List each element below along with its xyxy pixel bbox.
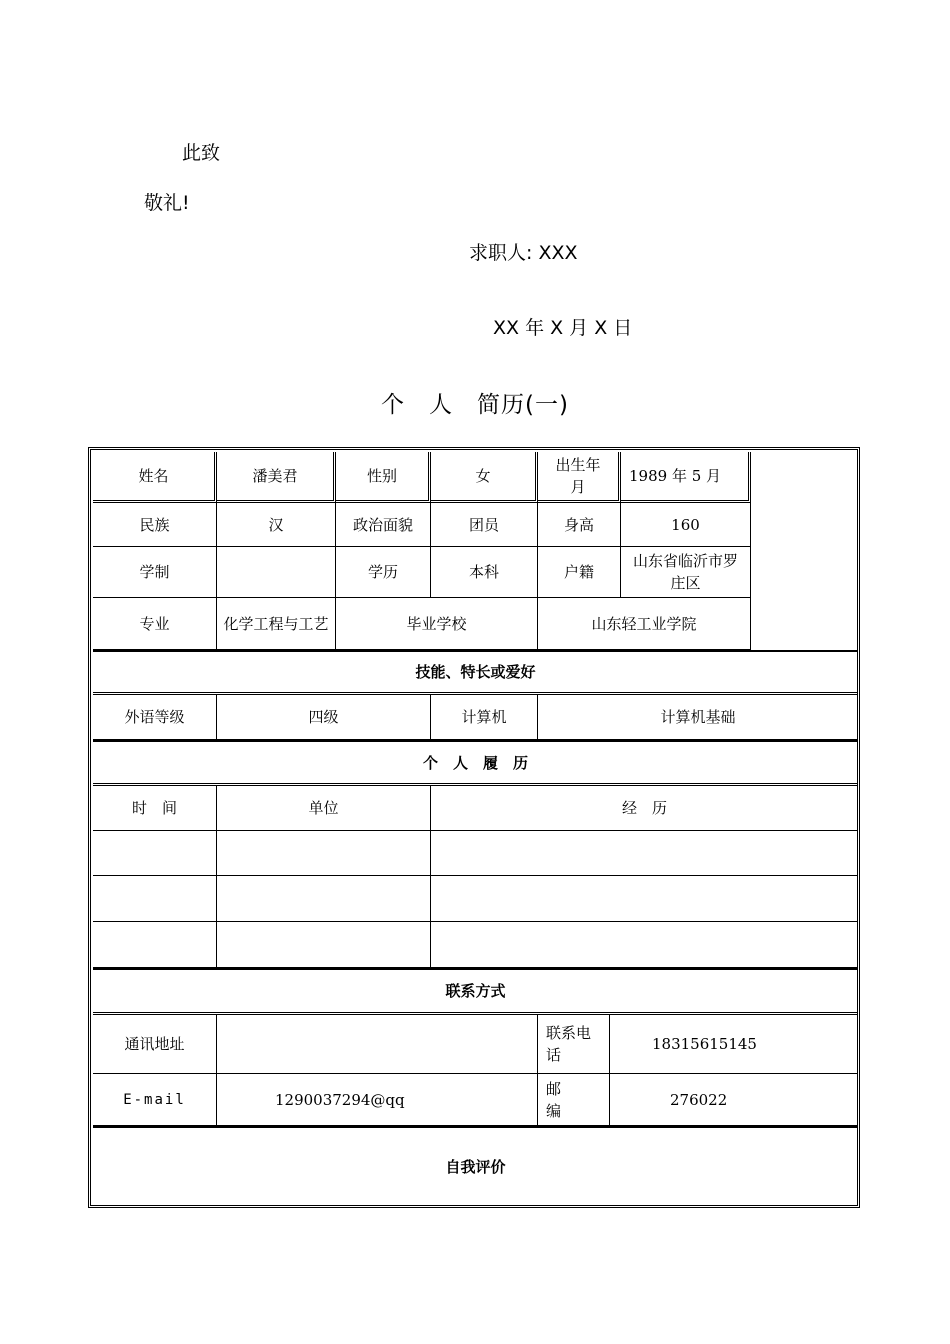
- schooling-label: 学制: [93, 547, 217, 598]
- hukou-label: 户籍: [538, 547, 621, 598]
- height-value: 160: [621, 503, 751, 547]
- address-label: 通讯地址: [93, 1015, 217, 1074]
- signature: 求职人: XXX: [469, 242, 578, 264]
- language-value: 四级: [217, 695, 431, 740]
- name-value: 潘美君: [217, 452, 336, 503]
- email-value: 1290037294@qq: [217, 1074, 538, 1126]
- computer-label: 计算机: [431, 695, 538, 740]
- email-label: E-mail: [93, 1074, 217, 1126]
- self-eval-header: 自我评价: [93, 1126, 858, 1206]
- major-label: 专业: [93, 598, 217, 650]
- education-value: 本科: [431, 547, 538, 598]
- hukou-value: 山东省临沂市罗庄区: [621, 547, 751, 598]
- height-label: 身高: [538, 503, 621, 547]
- closing-line-1: 此致: [182, 142, 221, 164]
- history-row-1-time: [93, 831, 217, 876]
- school-label: 毕业学校: [336, 598, 538, 650]
- history-row-1-unit: [217, 831, 431, 876]
- schooling-value: [217, 547, 336, 598]
- education-label: 学历: [336, 547, 431, 598]
- resume-title: 个 人 简历(一): [381, 392, 569, 418]
- history-col-time: 时 间: [93, 786, 217, 831]
- postcode-value: 276022: [610, 1074, 858, 1126]
- major-value: 化学工程与工艺: [217, 598, 336, 650]
- political-value: 团员: [431, 503, 538, 547]
- birth-label: 出生年月: [538, 452, 621, 503]
- phone-label: 联系电话: [538, 1015, 610, 1074]
- letter-date: XX 年 X 月 X 日: [493, 317, 633, 339]
- history-col-unit: 单位: [217, 786, 431, 831]
- history-row-2-unit: [217, 876, 431, 922]
- gender-label: 性别: [336, 452, 431, 503]
- birth-value: 1989 年 5 月: [621, 452, 751, 503]
- photo-area: [751, 452, 858, 650]
- history-col-experience: 经 历: [431, 786, 858, 831]
- history-row-3-experience: [431, 922, 858, 968]
- history-row-1-experience: [431, 831, 858, 876]
- language-label: 外语等级: [93, 695, 217, 740]
- postcode-label: 邮编: [538, 1074, 610, 1126]
- gender-value: 女: [431, 452, 538, 503]
- history-row-3-unit: [217, 922, 431, 968]
- history-row-2-experience: [431, 876, 858, 922]
- computer-value: 计算机基础: [538, 695, 858, 740]
- address-value: [217, 1015, 538, 1074]
- political-label: 政治面貌: [336, 503, 431, 547]
- name-label: 姓名: [93, 452, 217, 503]
- closing-line-2: 敬礼!: [144, 192, 190, 214]
- history-row-2-time: [93, 876, 217, 922]
- skills-header: 技能、特长或爱好: [93, 650, 858, 695]
- history-row-3-time: [93, 922, 217, 968]
- ethnic-label: 民族: [93, 503, 217, 547]
- resume-table: [88, 447, 860, 1208]
- school-value: 山东轻工业学院: [538, 598, 751, 650]
- contact-header: 联系方式: [93, 968, 858, 1015]
- phone-value: 18315615145: [610, 1015, 858, 1074]
- ethnic-value: 汉: [217, 503, 336, 547]
- history-header: 个 人 履 历: [93, 740, 858, 786]
